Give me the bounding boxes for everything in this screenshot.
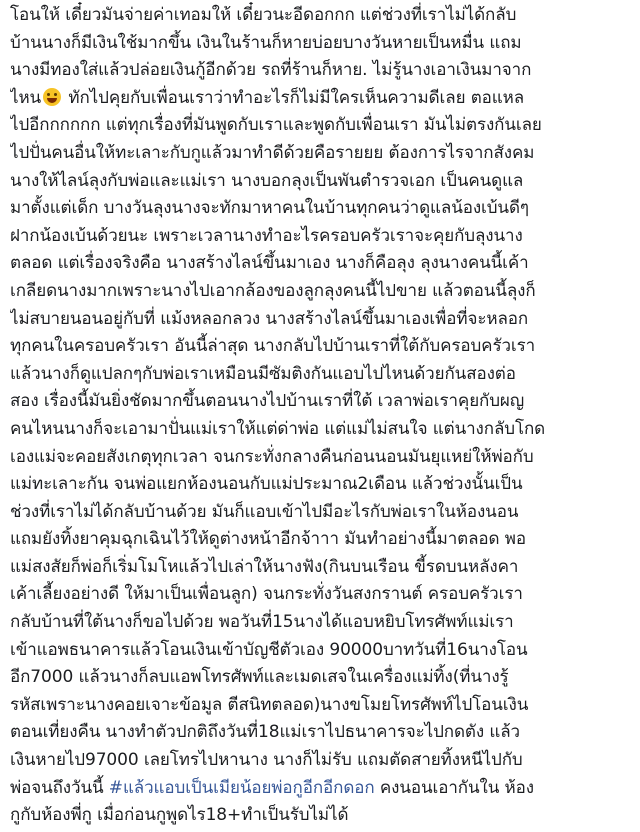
post-text-line xyxy=(10,306,632,334)
post-text-segment: ไปอีกกกกกก แต่ทุกเรื่องที่มันพูดกับเราและพูดกับเพื่อนเรา มันไม่ตรงกันเลย xyxy=(10,115,542,136)
post-text-line xyxy=(10,250,632,278)
post-text-line xyxy=(10,444,632,472)
post-text-segment: ไม่สบายนอนอยู่กับที่ แม้งหลอกลวง นางสร้างไลน์ขึ้นมาเองเพื่อที่จะหลอก xyxy=(10,308,529,329)
post-text-segment: นางให้ไลน์ลุงกับพ่อและแม่เรา นางบอกลุงเป็นพันตำรวจเอก เป็นคนดูแล xyxy=(10,170,524,191)
post-text-line xyxy=(10,692,632,720)
post-text-line xyxy=(10,333,632,361)
post-text-line xyxy=(10,57,632,85)
post-text-segment: มาตั้งแต่เด็ก บางวันลุงนางจะทักมาหาคนในบ้านทุกคนว่าดูแลน้องเบ้นดีๆ xyxy=(10,198,529,219)
post-text-segment: รหัสเพราะนางคอยเจาะข้อมูล ตีสนิทตลอด)นางขโมยโทรศัพท์ไปโอนเงิน xyxy=(10,694,529,715)
post-text-line xyxy=(10,719,632,747)
post-text-segment: คนไหนนางก็จะเอามาปั่นแม่เราให้แต่ด่าพ่อ แต่แม่ไม่สนใจ แต่นางกลับโกด xyxy=(10,418,546,439)
post-text-line xyxy=(10,388,632,416)
post-text-line xyxy=(10,168,632,196)
post-text-line xyxy=(10,112,632,140)
post-text-segment: ทุกคนในครอบครัวเรา อันนี้ล่าสุด นางกลับไปบ้านเราที่ใต้กับครอบครัวเรา xyxy=(10,336,536,357)
post-text-line xyxy=(10,775,632,803)
post-text-segment: ตลอด แต่เรื่องจริงคือ นางสร้างไลน์ขึ้นมาเอง นางก็คือลุง ลุงนางคนนี้เค้า xyxy=(10,253,529,274)
post-text-line xyxy=(10,2,632,30)
post-text-segment: แถมยังทิ้งยาคุมฉุกเฉินไว้ให้ดูต่างหน้าอีกจ้าาา มันทำอย่างนี้มาตลอด พอ xyxy=(10,529,526,550)
post-text-segment: ทักไปคุยกับเพื่อนเราว่าทำอะไรก็ไม่มีใครเห็นความดีเลย ตอแหล xyxy=(63,87,525,108)
post-text-segment: ฝากน้องเบ้นด้วยนะ เพราะเวลานางทำอะไรครอบครัวเราจะคุยกับลุงนาง xyxy=(10,225,523,246)
post-text-line xyxy=(10,85,632,113)
post-text-line xyxy=(10,471,632,499)
post-text-segment: กูกับห้องพี่กู เมื่อก่อนกูพูดไร18+ทำเป็นรับไม่ได้ xyxy=(10,805,349,826)
post-text-segment: คงนอนเอากันใน ห้อง xyxy=(374,777,534,798)
post-text-line xyxy=(10,581,632,609)
post-text-segment: บ้านนางก็มีเงินใช้มากขึ้น เงินในร้านก็หายบ่อยบางวันหายเป็นหมื่น แถม xyxy=(10,32,522,53)
post-text-segment: โอนให้ เดี๋ยวมันจ่ายค่าเทอมให้ เดี๋ยวนะอีดอกกก แต่ช่วงที่เราไม่ได้กลับ xyxy=(10,5,517,25)
post-text-line xyxy=(10,747,632,775)
post-text-line xyxy=(10,195,632,223)
post-text-segment: พ่อจนถึงวันนี้ xyxy=(10,777,109,798)
post-body-text xyxy=(10,2,632,830)
hashtag-link[interactable]: #แล้วแอบเป็นเมียน้อยพ่อกูอีกอีกดอก xyxy=(108,777,375,798)
post-text-line xyxy=(10,554,632,582)
post-text-line xyxy=(10,526,632,554)
post-text-segment: ตอนเที่ยงคืน นางทำตัวปกติถึงวันที่18แม่เราไปธนาคารจะไปกดตัง แล้ว xyxy=(10,722,520,743)
post-text-line xyxy=(10,278,632,306)
post-text-line xyxy=(10,30,632,58)
post-text-segment: เข้าแอพธนาคารแล้วโอนเงินเข้าบัญชีตัวเอง 90000บาทวันที่16นางโอน xyxy=(10,639,528,660)
post-text-line xyxy=(10,664,632,692)
post-text-segment: นางมีทองใส่แล้วปล่อยเงินกู้อีกด้วย รถที่ร้านก็หาย. ไม่รู้นางเอาเงินมาจาก xyxy=(10,60,532,81)
post-text-segment: อีก7000 แล้วนางก็ลบแอพโทรศัพท์และเมดเสจในเครื่องแม่ทิ้ง(ที่นางรู้ xyxy=(10,667,509,688)
post-text-segment: กลับบ้านที่ใต้นางก็ขอไปด้วย พอวันที่15นางได้แอบหยิบโทรศัพท์แม่เรา xyxy=(10,612,514,633)
post-text-segment: ไหน xyxy=(10,87,42,108)
post-text-line xyxy=(10,361,632,389)
post-text-line xyxy=(10,499,632,527)
post-text-segment: เกลียดนางมากเพราะนางไปเอากล้องของลูกลุงคนนี้ไปขาย แล้วตอนนี้ลุงก็ xyxy=(10,280,536,301)
post-text-line xyxy=(10,802,632,830)
post-text-line xyxy=(10,609,632,637)
post-text-segment: ไปปั่นคนอื่นให้ทะเลาะกับกูแล้วมาทำดีด้วยคือรายยย ต้องการไรจากสังคม xyxy=(10,142,535,163)
post-text-line xyxy=(10,637,632,665)
post-text-line xyxy=(10,140,632,168)
laughing-crying-emoji xyxy=(43,88,61,106)
post-text-segment: ช่วงที่เราไม่ได้กลับบ้านด้วย มันก็แอบเข้าไปมีอะไรกับพ่อเราในห้องนอน xyxy=(10,501,519,522)
post-text-segment: เงินหายไป97000 เลยโทรไปหานาง นางก็ไม่รับ แถมตัดสายทิ้งหนีไปกับ xyxy=(10,750,523,771)
post-text-segment: แล้วนางก็ดูแปลกๆกับพ่อเราเหมือนมีซัมติงกันแอบไปไหนด้วยกันสองต่อ xyxy=(10,363,516,384)
post-text-segment: แม่สงสัยก็พ่อก็เริ่มโมโหแล้วไปเล่าให้นางฟัง(กินบนเรือน ขี้รดบนหลังคา xyxy=(10,556,519,577)
post-text-segment: เองแม่จะคอยสังเกตุทุกเวลา จนกระทั่งกลางคืนก่อนนอนมันยุแหย่ให้พ่อกับ xyxy=(10,446,534,467)
post-text-line xyxy=(10,223,632,251)
post-text-segment: สอง เรื่องนี้มันยิ่งชัดมากขึ้นตอนนางไปบ้านเราที่ใต้ เวลาพ่อเราคุยกับผญ xyxy=(10,391,525,412)
post-text-line xyxy=(10,416,632,444)
post-text-segment: เค้าเลี้ยงอย่างดี ให้มาเป็นเพื่อนลูก) จนกระทั่งวันสงกรานต์ ครอบครัวเรา xyxy=(10,584,523,605)
post-text-segment: แม่ทะเลาะกัน จนพ่อแยกห้องนอนกับแม่ประมาณ2เดือน แล้วช่วงนั้นเป็น xyxy=(10,474,523,495)
